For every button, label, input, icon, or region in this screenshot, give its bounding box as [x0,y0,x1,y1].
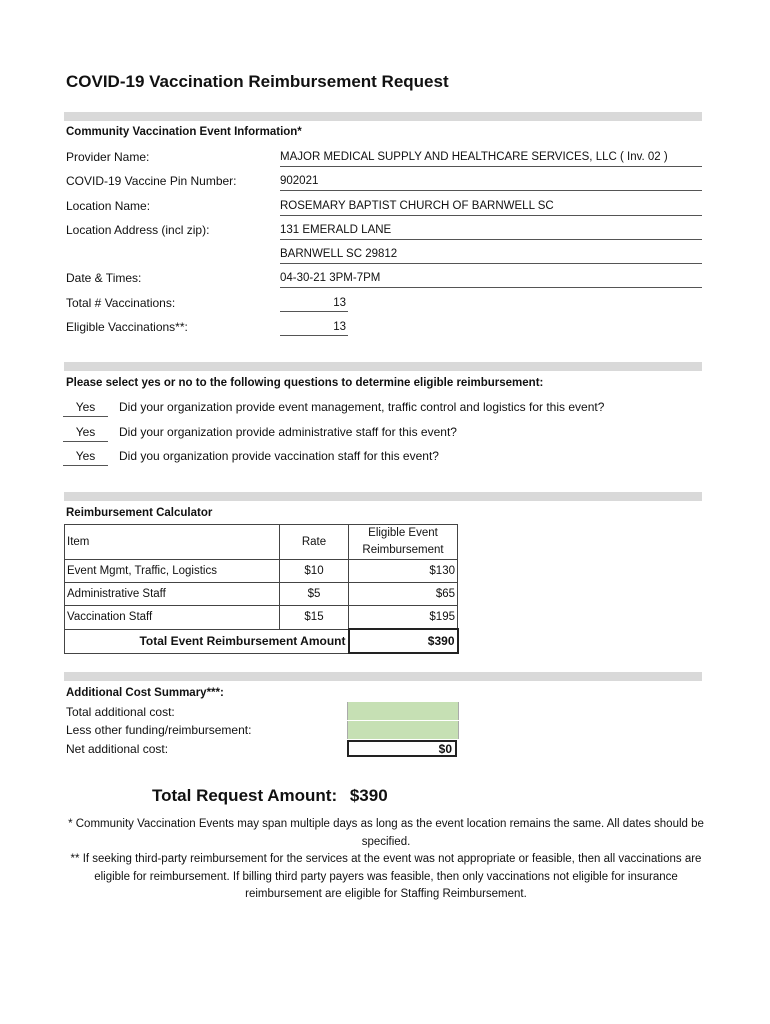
total-reimbursement-value: $390 [349,629,458,653]
pin-number-field[interactable]: 902021 [280,172,702,191]
calculator-heading: Reimbursement Calculator [66,507,213,519]
address-line2-field[interactable]: BARNWELL SC 29812 [280,245,702,264]
amount-cell: $65 [349,583,458,606]
rate-cell: $10 [280,560,349,583]
column-header-line: Eligible Event [368,527,438,539]
location-name-label: Location Name: [66,199,151,213]
total-additional-cost-input[interactable] [347,702,459,720]
total-request-value: $390 [349,786,388,805]
questions-heading: Please select yes or no to the following questions to determine eligible reimbursement: [66,377,544,389]
column-header-rate: Rate [280,525,349,560]
table-row [65,583,458,606]
question-answer-select[interactable]: Yes [63,447,108,466]
total-additional-cost-label: Total additional cost: [66,705,175,719]
date-times-label: Date & Times: [66,271,142,285]
provider-name-label: Provider Name: [66,150,150,164]
provider-name-field[interactable]: MAJOR MEDICAL SUPPLY AND HEALTHCARE SERVICES, LLC ( Inv. 02 ) [280,148,702,167]
table-row [65,606,458,630]
question-answer-select[interactable]: Yes [63,398,108,417]
question-answer-select[interactable]: Yes [63,423,108,442]
footnotes [66,816,706,904]
rate-cell: $15 [280,606,349,630]
section-divider [64,362,702,371]
item-cell: Event Mgmt, Traffic, Logistics [65,560,280,583]
footnote: * Community Vaccination Events may span multiple days as long as the event location remains the same. All dates should be specified. [68,818,704,848]
date-times-field[interactable]: 04-30-21 3PM-7PM [280,269,702,288]
question-text: Did your organization provide administrative staff for this event? [119,425,457,439]
table-total-row [65,629,458,653]
table-row [65,560,458,583]
net-additional-cost-label: Net additional cost: [66,742,169,756]
eligible-vaccinations-label: Eligible Vaccinations**: [66,320,188,334]
section-divider [64,672,702,681]
eligible-vaccinations-field[interactable]: 13 [280,318,348,336]
less-funding-input[interactable] [347,721,459,739]
address-line1-field[interactable]: 131 EMERALD LANE [280,221,702,240]
total-vaccinations-label: Total # Vaccinations: [66,296,176,310]
section-divider [64,492,702,501]
item-cell: Vaccination Staff [65,606,280,630]
rate-cell: $5 [280,583,349,606]
footnote: ** If seeking third-party reimbursement for the services at the event was not appropriate or feasible, then all vaccinations are eligible for reimbursement. If billing third party payers was feasible, then only vaccinations not eligible for insurance reimbursement are eligible for Staffing Reimbursement. [70,853,702,900]
less-funding-label: Less other funding/reimbursement: [66,723,252,737]
item-cell: Administrative Staff [65,583,280,606]
page-title: COVID-19 Vaccination Reimbursement Request [66,72,449,91]
column-header-line: Reimbursement [362,544,444,556]
additional-cost-heading: Additional Cost Summary***: [66,687,224,699]
question-text: Did you organization provide vaccination staff for this event? [119,449,439,463]
location-address-label: Location Address (incl zip): [66,223,210,237]
column-header-item: Item [65,525,280,560]
event-info-heading: Community Vaccination Event Information* [66,126,302,138]
section-divider [64,112,702,121]
question-text: Did your organization provide event management, traffic control and logistics for this event? [119,400,605,414]
pin-number-label: COVID-19 Vaccine Pin Number: [66,174,237,188]
amount-cell: $130 [349,560,458,583]
amount-cell: $195 [349,606,458,630]
total-reimbursement-label: Total Event Reimbursement Amount [65,629,349,653]
table-header-row [65,525,458,560]
reimbursement-table [64,524,459,654]
net-additional-cost-value: $0 [347,740,457,757]
column-header-reimbursement [349,525,458,560]
location-name-field[interactable]: ROSEMARY BAPTIST CHURCH OF BARNWELL SC [280,197,702,216]
total-request-label: Total Request Amount: [152,786,338,805]
total-vaccinations-field[interactable]: 13 [280,294,348,312]
total-request-amount [152,786,388,806]
